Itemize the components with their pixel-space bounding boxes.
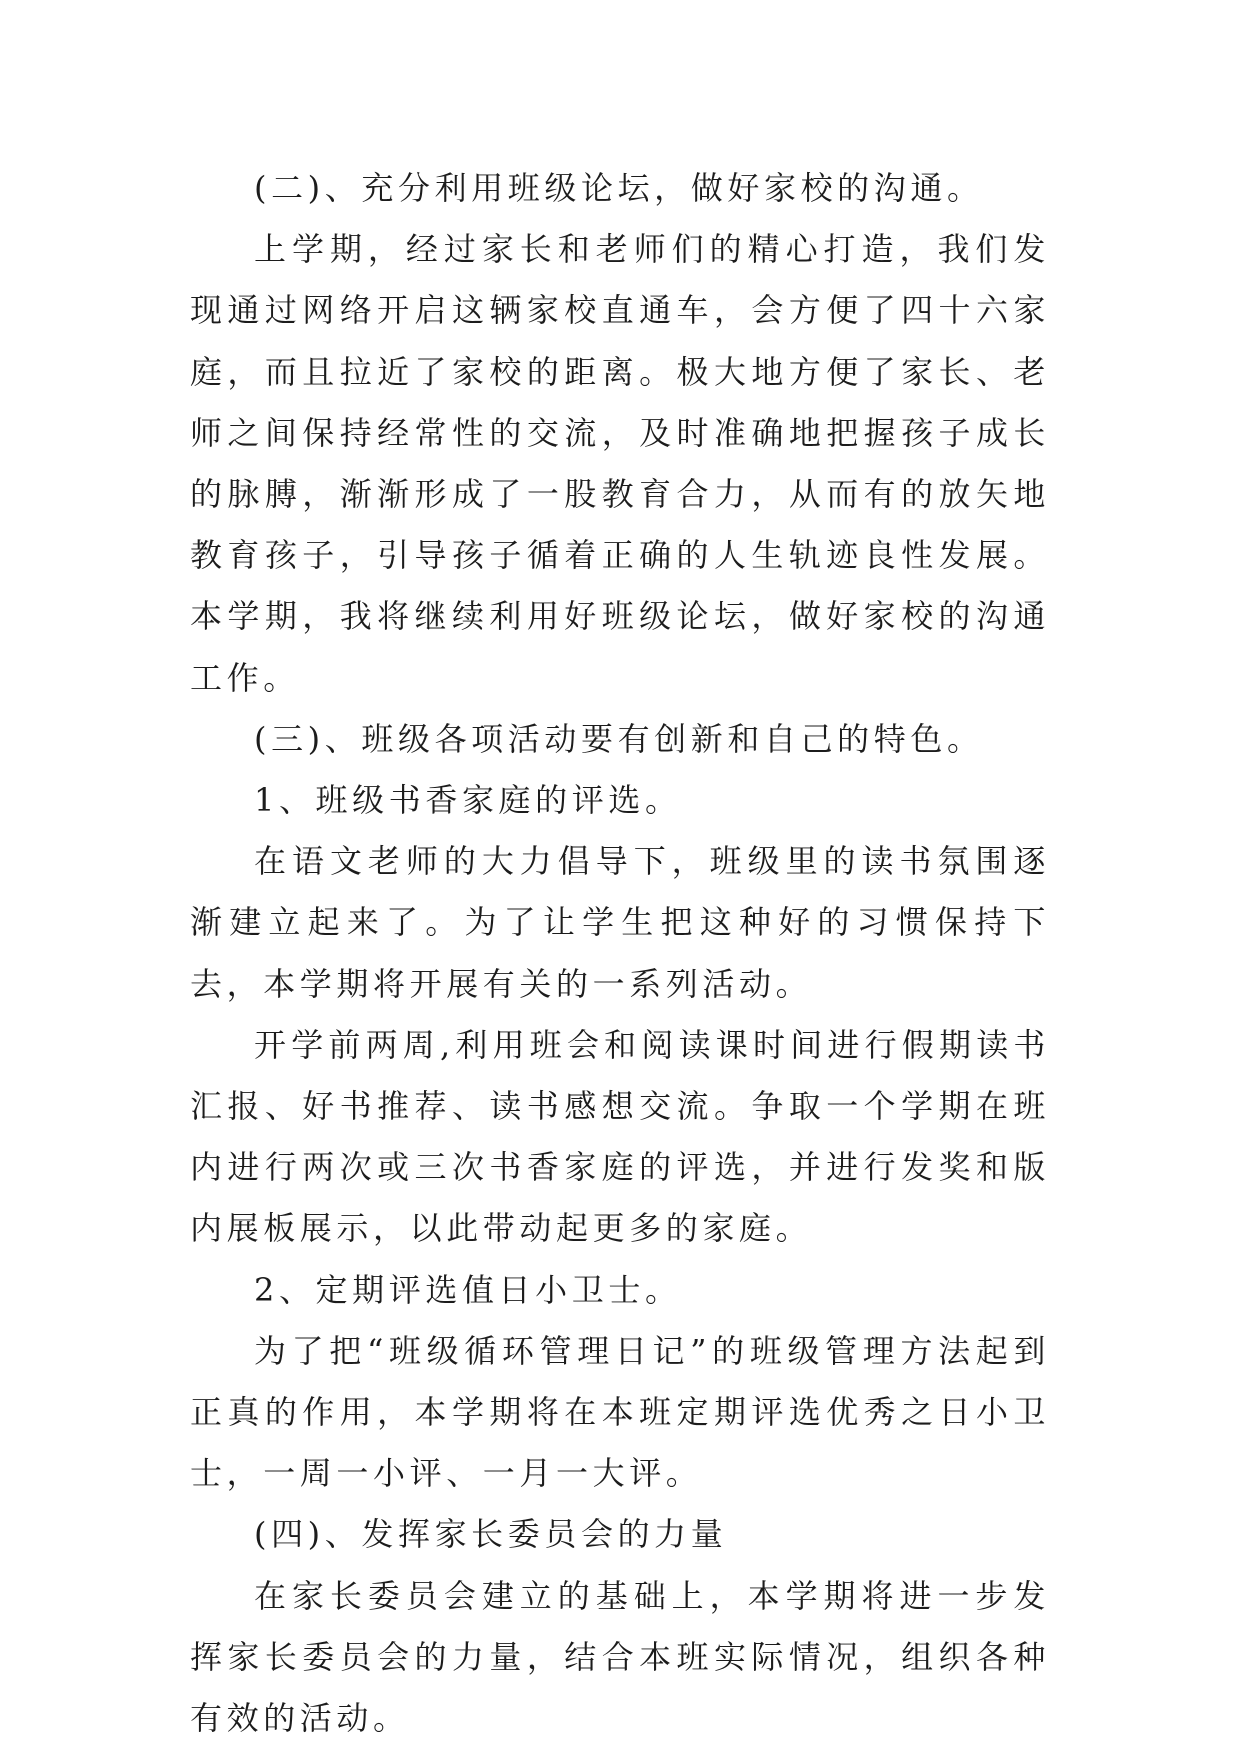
paragraph-reading-atmosphere: 在语文老师的大力倡导下，班级里的读书氛围逐渐建立起来了。为了让学生把这种好的习惯保持下去，本学期将开展有关的一系列活动。 — [190, 842, 1050, 1003]
subheading-reading-family: 1、班级书香家庭的评选。 — [254, 781, 682, 820]
subheading-duty-guard: 2、定期评选值日小卫士。 — [254, 1270, 682, 1309]
paragraph-reading-activities: 开学前两周,利用班会和阅读课时间进行假期读书汇报、好书推荐、读书感想交流。争取一个学期在班内进行两次或三次书香家庭的评选，并进行发奖和版内展板展示，以此带动起更多的家庭。 — [190, 1025, 1050, 1248]
section-heading-3: (三)、班级各项活动要有创新和自己的特色。 — [254, 719, 984, 758]
paragraph-parent-committee: 在家长委员会建立的基础上，本学期将进一步发挥家长委员会的力量，结合本班实际情况，组织各种有效的活动。 — [190, 1576, 1050, 1738]
section-heading-4: (四)、发挥家长委员会的力量 — [254, 1515, 728, 1554]
section-heading-2: (二)、充分利用班级论坛，做好家校的沟通。 — [254, 169, 984, 207]
paragraph-duty-guard: 为了把“班级循环管理日记”的班级管理方法起到正真的作用，本学期将在本班定期评选优秀之日小卫士，一周一小评、一月一大评。 — [190, 1331, 1050, 1493]
paragraph-forum: 上学期，经过家长和老师们的精心打造，我们发现通过网络开启这辆家校直通车，会方便了四十六家庭，而且拉近了家校的距离。极大地方便了家长、老师之间保持经常性的交流，及时准确地把握孩子成长的脉膊，渐渐形成了一股教育合力，从而有的放矢地教育孩子，引导孩子循着正确的人生轨迹良性发展。本学期，我将继续利用好班级论坛，做好家校的沟通工作。 — [190, 230, 1050, 697]
document-body — [190, 158, 1050, 1749]
